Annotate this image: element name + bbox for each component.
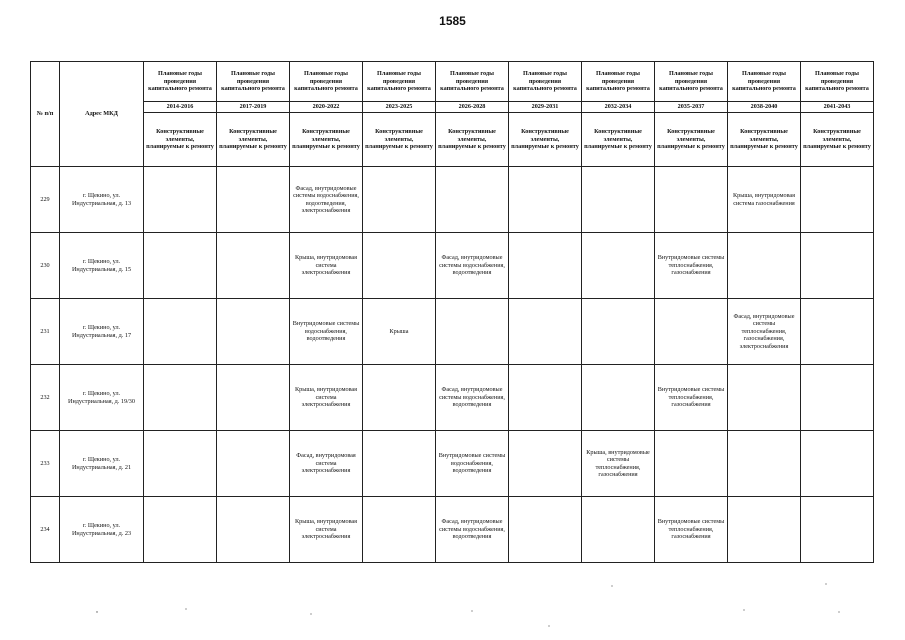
row-address: г. Щекино, ул. Индустриальная, д. 19/30	[60, 365, 144, 431]
period-years-header: 2029-2031	[509, 102, 582, 113]
repair-cell	[217, 497, 290, 563]
period-title-header: Плановые годы проведения капитального ремонта	[290, 62, 363, 102]
table-row	[31, 167, 874, 233]
row-number: 231	[31, 299, 60, 365]
period-years-header: 2038-2040	[728, 102, 801, 113]
repair-cell: Крыша, внутридомовая система электроснабжения	[290, 365, 363, 431]
period-years-header: 2020-2022	[290, 102, 363, 113]
row-address: г. Щекино, ул. Индустриальная, д. 23	[60, 497, 144, 563]
repair-cell: Крыша, внутридомовые системы теплоснабжения, газоснабжения	[582, 431, 655, 497]
repair-cell	[655, 299, 728, 365]
repair-cell: Внутридомовые системы водоснабжения, водоотведения	[290, 299, 363, 365]
period-title-header: Плановые годы проведения капитального ремонта	[655, 62, 728, 102]
repair-cell: Внутридомовые системы теплоснабжения, газоснабжения	[655, 497, 728, 563]
repair-cell: Фасад, внутридомовая система электроснабжения	[290, 431, 363, 497]
repair-cell	[728, 497, 801, 563]
page-number: 1585	[439, 14, 466, 28]
repair-cell	[144, 233, 217, 299]
repair-cell	[144, 365, 217, 431]
period-sub-header: Конструктивные элементы, планируемые к ремонту	[728, 113, 801, 167]
repair-cell	[801, 233, 874, 299]
repair-cell	[728, 233, 801, 299]
table-row	[31, 431, 874, 497]
repair-cell: Фасад, внутридомовые системы водоснабжения, водоотведения	[436, 365, 509, 431]
row-number: 234	[31, 497, 60, 563]
period-title-header: Плановые годы проведения капитального ремонта	[436, 62, 509, 102]
table-row	[31, 497, 874, 563]
repair-cell	[509, 431, 582, 497]
number-column-header: № п/п	[31, 62, 60, 167]
period-years-header: 2026-2028	[436, 102, 509, 113]
repair-cell	[801, 167, 874, 233]
period-sub-header: Конструктивные элементы, планируемые к ремонту	[363, 113, 436, 167]
repair-cell	[509, 167, 582, 233]
repair-cell: Фасад, внутридомовые системы теплоснабжения, газоснабжения, электроснабжения	[728, 299, 801, 365]
repair-cell	[363, 233, 436, 299]
period-years-header: 2032-2034	[582, 102, 655, 113]
repair-cell	[363, 431, 436, 497]
period-sub-header: Конструктивные элементы, планируемые к ремонту	[144, 113, 217, 167]
period-sub-header: Конструктивные элементы, планируемые к ремонту	[655, 113, 728, 167]
repair-cell	[217, 299, 290, 365]
period-title-header: Плановые годы проведения капитального ремонта	[728, 62, 801, 102]
repair-cell	[801, 299, 874, 365]
repair-cell	[655, 167, 728, 233]
repair-cell	[582, 497, 655, 563]
header-row-titles	[31, 62, 874, 102]
table-row	[31, 365, 874, 431]
repair-cell	[655, 431, 728, 497]
period-sub-header: Конструктивные элементы, планируемые к ремонту	[509, 113, 582, 167]
repair-cell	[582, 365, 655, 431]
period-years-header: 2041-2043	[801, 102, 874, 113]
repair-cell	[217, 431, 290, 497]
repair-cell: Крыша, внутридомовая система газоснабжения	[728, 167, 801, 233]
period-years-header: 2014-2016	[144, 102, 217, 113]
repair-cell: Фасад, внутридомовые системы водоснабжения, водоотведения	[436, 233, 509, 299]
period-title-header: Плановые годы проведения капитального ремонта	[801, 62, 874, 102]
repair-cell	[801, 431, 874, 497]
repair-cell	[801, 365, 874, 431]
row-address: г. Щекино, ул. Индустриальная, д. 17	[60, 299, 144, 365]
repair-cell	[144, 167, 217, 233]
address-column-header: Адрес МКД	[60, 62, 144, 167]
repair-cell	[217, 233, 290, 299]
period-sub-header: Конструктивные элементы, планируемые к ремонту	[582, 113, 655, 167]
repair-cell	[144, 497, 217, 563]
period-years-header: 2023-2025	[363, 102, 436, 113]
row-address: г. Щекино, ул. Индустриальная, д. 21	[60, 431, 144, 497]
repair-cell: Внутридомовые системы водоснабжения, водоотведения	[436, 431, 509, 497]
period-title-header: Плановые годы проведения капитального ремонта	[582, 62, 655, 102]
repair-cell: Крыша, внутридомовая система электроснабжения	[290, 497, 363, 563]
repair-cell	[509, 497, 582, 563]
period-sub-header: Конструктивные элементы, планируемые к ремонту	[801, 113, 874, 167]
table-row	[31, 299, 874, 365]
repair-cell	[509, 299, 582, 365]
period-title-header: Плановые годы проведения капитального ремонта	[363, 62, 436, 102]
repair-cell	[801, 497, 874, 563]
repair-cell: Крыша	[363, 299, 436, 365]
period-sub-header: Конструктивные элементы, планируемые к ремонту	[436, 113, 509, 167]
row-number: 232	[31, 365, 60, 431]
row-number: 233	[31, 431, 60, 497]
repair-cell	[582, 167, 655, 233]
period-sub-header: Конструктивные элементы, планируемые к ремонту	[290, 113, 363, 167]
repair-cell: Внутридомовые системы теплоснабжения, газоснабжения	[655, 233, 728, 299]
repair-cell: Крыша, внутридомовая система электроснабжения	[290, 233, 363, 299]
period-years-header: 2035-2037	[655, 102, 728, 113]
repair-cell	[728, 431, 801, 497]
table-row	[31, 233, 874, 299]
repair-cell	[509, 233, 582, 299]
period-title-header: Плановые годы проведения капитального ремонта	[144, 62, 217, 102]
period-sub-header: Конструктивные элементы, планируемые к ремонту	[217, 113, 290, 167]
repair-cell	[217, 365, 290, 431]
row-address: г. Щекино, ул. Индустриальная, д. 15	[60, 233, 144, 299]
repair-cell	[728, 365, 801, 431]
repair-cell	[363, 497, 436, 563]
repair-cell: Фасад, внутридомовые системы водоснабжения, водоотведения	[436, 497, 509, 563]
repair-cell	[363, 167, 436, 233]
repair-cell	[144, 431, 217, 497]
row-number: 229	[31, 167, 60, 233]
header-row-subtitles	[31, 113, 874, 167]
header-row-years	[31, 102, 874, 113]
repair-cell	[363, 365, 436, 431]
repair-cell	[582, 233, 655, 299]
repair-cell	[436, 299, 509, 365]
repair-cell: Внутридомовые системы теплоснабжения, газоснабжения	[655, 365, 728, 431]
period-title-header: Плановые годы проведения капитального ремонта	[217, 62, 290, 102]
repair-cell	[509, 365, 582, 431]
period-years-header: 2017-2019	[217, 102, 290, 113]
repair-cell	[217, 167, 290, 233]
period-title-header: Плановые годы проведения капитального ремонта	[509, 62, 582, 102]
repair-cell: Фасад, внутридомовые системы водоснабжения, водоотведения, электроснабжения	[290, 167, 363, 233]
repair-cell	[436, 167, 509, 233]
repair-cell	[582, 299, 655, 365]
capital-repair-schedule-table	[30, 61, 874, 563]
row-address: г. Щекино, ул. Индустриальная, д. 13	[60, 167, 144, 233]
repair-cell	[144, 299, 217, 365]
row-number: 230	[31, 233, 60, 299]
